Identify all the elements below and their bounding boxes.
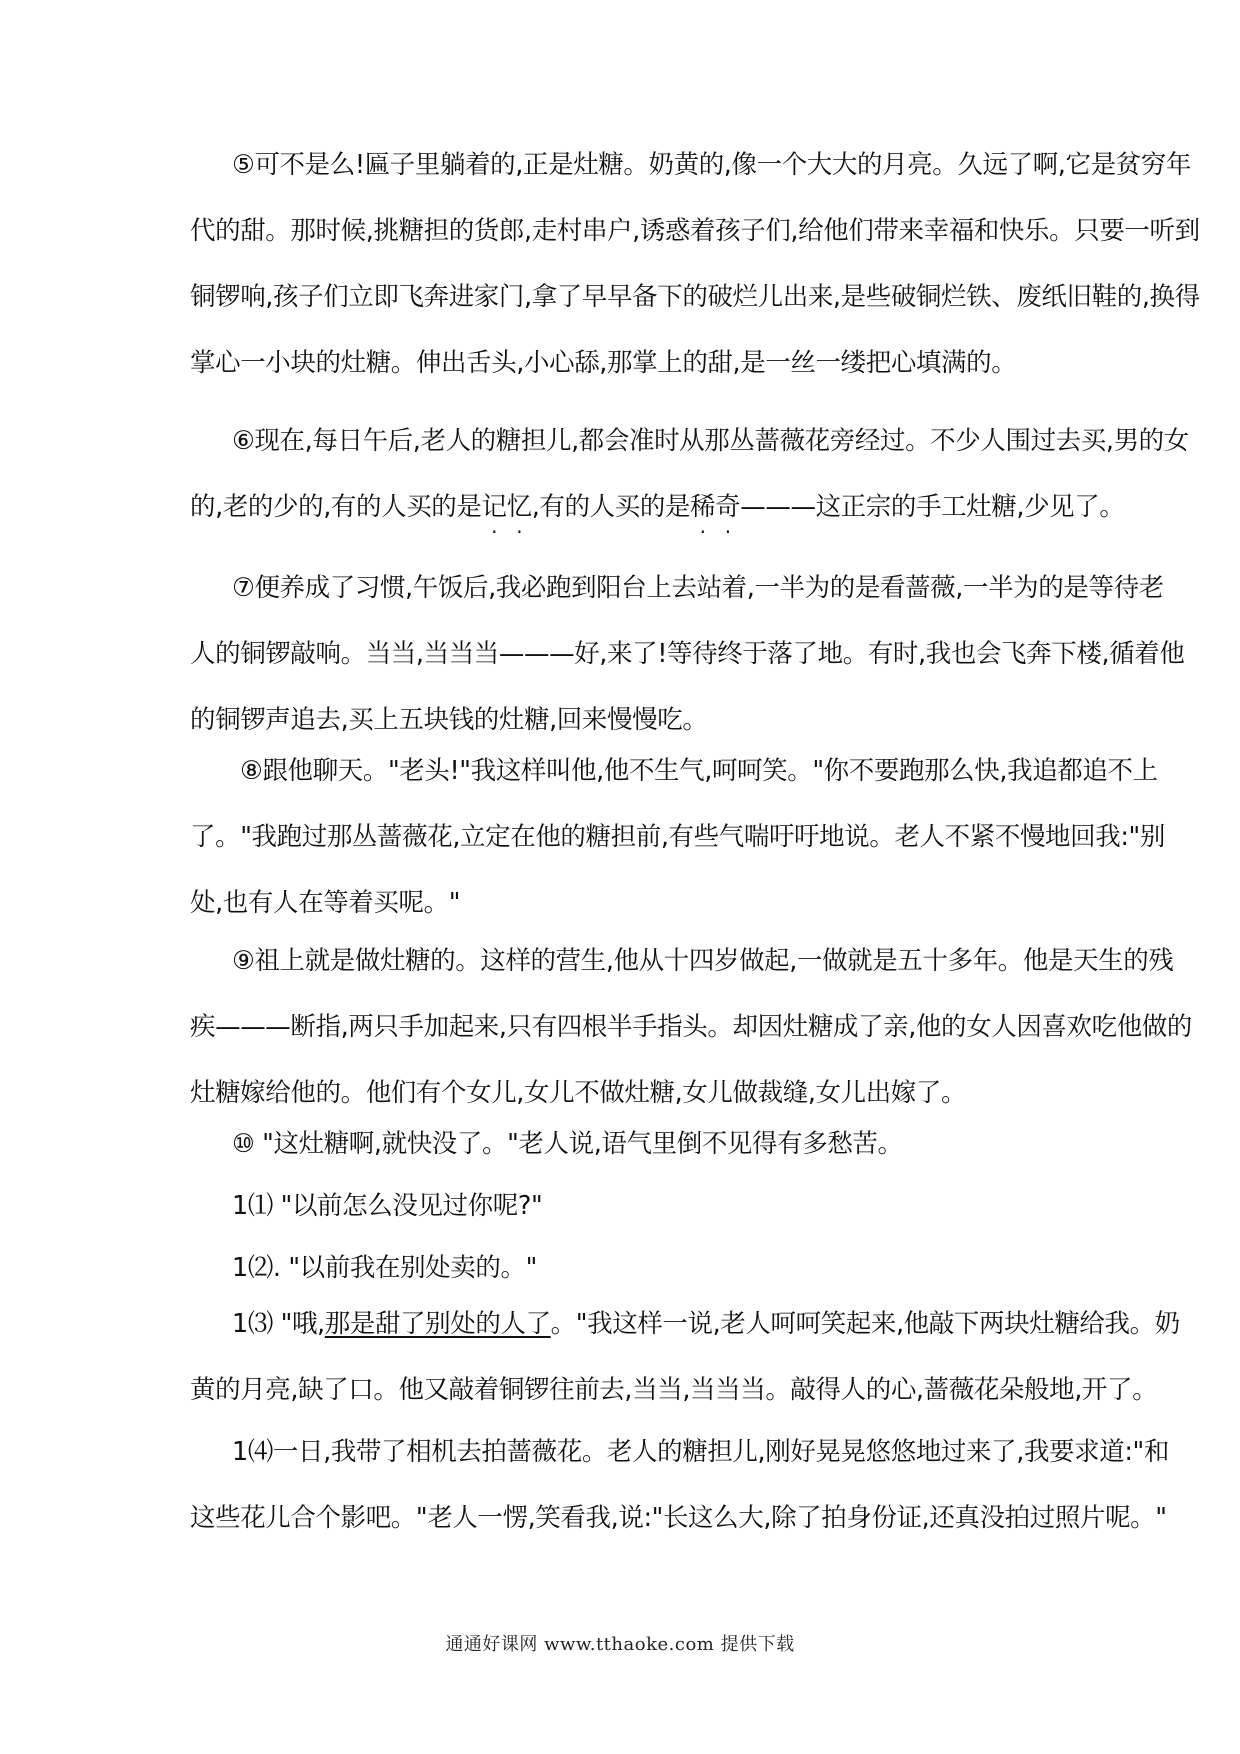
emphasized-text xyxy=(482,492,532,522)
paragraph-14 xyxy=(190,1419,1169,1551)
text-segment: 1⑶ "哦, xyxy=(232,1309,325,1339)
emphasized-text xyxy=(690,492,740,522)
text-segment: ,有的人买的是 xyxy=(531,492,691,522)
paragraph-13-line: 黄的月亮,缺了口。他又敲着铜锣往前去,当当,当当当。敲得人的心,蔷薇花朵般地,开了。 xyxy=(190,1375,1158,1405)
paragraph-7-line: ⑦便养成了习惯,午饭后,我必跑到阳台上去站着,一半为的是看蔷薇,一半为的是等待老 xyxy=(232,573,1164,603)
paragraph-5-line: 铜锣响,孩子们立即飞奔进家门,拿了早早备下的破烂儿出来,是些破铜烂铁、废纸旧鞋的,换得 xyxy=(190,282,1200,312)
paragraph-8-line: 了。"我跑过那丛蔷薇花,立定在他的糖担前,有些气喘吁吁地说。老人不紧不慢地回我:"别 xyxy=(190,822,1165,852)
text-segment: 的,老的少的,有的人买的是 xyxy=(190,492,482,522)
paragraph-14-line: 1⑷一日,我带了相机去拍蔷薇花。老人的糖担儿,刚好晃晃悠悠地过来了,我要求道:"和 xyxy=(232,1437,1169,1467)
paragraph-6-line: ⑥现在,每日午后,老人的糖担儿,都会准时从那丛蔷薇花旁经过。不少人围过去买,男的女 xyxy=(232,426,1189,456)
paragraph-7 xyxy=(190,555,1185,753)
paragraph-5 xyxy=(190,132,1200,396)
paragraph-9 xyxy=(190,928,1193,1126)
paragraph-13 xyxy=(190,1291,1180,1423)
paragraph-13-line xyxy=(190,1291,1180,1357)
paragraph-9-line: ⑨祖上就是做灶糖的。这样的营生,他从十四岁做起,一做就是五十多年。他是天生的残 xyxy=(232,946,1174,976)
paragraph-14-line: 这些花儿合个影吧。"老人一愣,笑看我,说:"长这么大,除了拍身份证,还真没拍过照片呢。" xyxy=(190,1503,1167,1533)
paragraph-5-line: 代的甜。那时候,挑糖担的货郎,走村串户,诱惑着孩子们,给他们带来幸福和快乐。只要一听到 xyxy=(190,216,1200,246)
paragraph-12: 1⑵. "以前我在别处卖的。" xyxy=(232,1253,537,1283)
paragraph-9-line: 疾———断指,两只手加起来,只有四根半手指头。却因灶糖成了亲,他的女人因喜欢吃他做的 xyxy=(190,1012,1193,1042)
paragraph-10: ⑩ "这灶糖啊,就快没了。"老人说,语气里倒不见得有多愁苦。 xyxy=(232,1129,903,1159)
text-segment: ———这正宗的手工灶糖,少见了。 xyxy=(740,492,1125,522)
paragraph-5-line: 掌心一小块的灶糖。伸出舌头,小心舔,那掌上的甜,是一丝一缕把心填满的。 xyxy=(190,348,1017,378)
paragraph-7-line: 人的铜锣敲响。当当,当当当———好,来了!等待终于落了地。有时,我也会飞奔下楼,循着他 xyxy=(190,639,1185,669)
emphasis-char: 记 xyxy=(481,492,507,522)
paragraph-8 xyxy=(190,738,1165,936)
text-segment: 。"我这样一说,老人呵呵笑起来,他敲下两块灶糖给我。奶 xyxy=(550,1309,1180,1339)
paragraph-8-line: ⑧跟他聊天。"老头!"我这样叫他,他不生气,呵呵笑。"你不要跑那么快,我追都追不上 xyxy=(240,756,1158,786)
emphasis-char: 稀 xyxy=(690,492,716,522)
paragraph-6-line xyxy=(190,474,1125,540)
paragraph-5-line: ⑤可不是么!匾子里躺着的,正是灶糖。奶黄的,像一个大大的月亮。久远了啊,它是贫穷年 xyxy=(232,150,1192,180)
emphasis-char: 奇 xyxy=(715,492,741,522)
paragraph-11: 1⑴ "以前怎么没见过你呢?" xyxy=(232,1191,543,1221)
emphasis-char: 忆 xyxy=(506,492,532,522)
underlined-text: 那是甜了别处的人了 xyxy=(324,1309,551,1339)
paragraph-8-line: 处,也有人在等着买呢。" xyxy=(190,888,461,918)
paragraph-6 xyxy=(190,408,1189,540)
page-footer: 通通好课网 www.tthaoke.com 提供下载 xyxy=(445,1634,795,1655)
paragraph-9-line: 灶糖嫁给他的。他们有个女儿,女儿不做灶糖,女儿做裁缝,女儿出嫁了。 xyxy=(190,1078,967,1108)
paragraph-7-line: 的铜锣声追去,买上五块钱的灶糖,回来慢慢吃。 xyxy=(190,705,708,735)
